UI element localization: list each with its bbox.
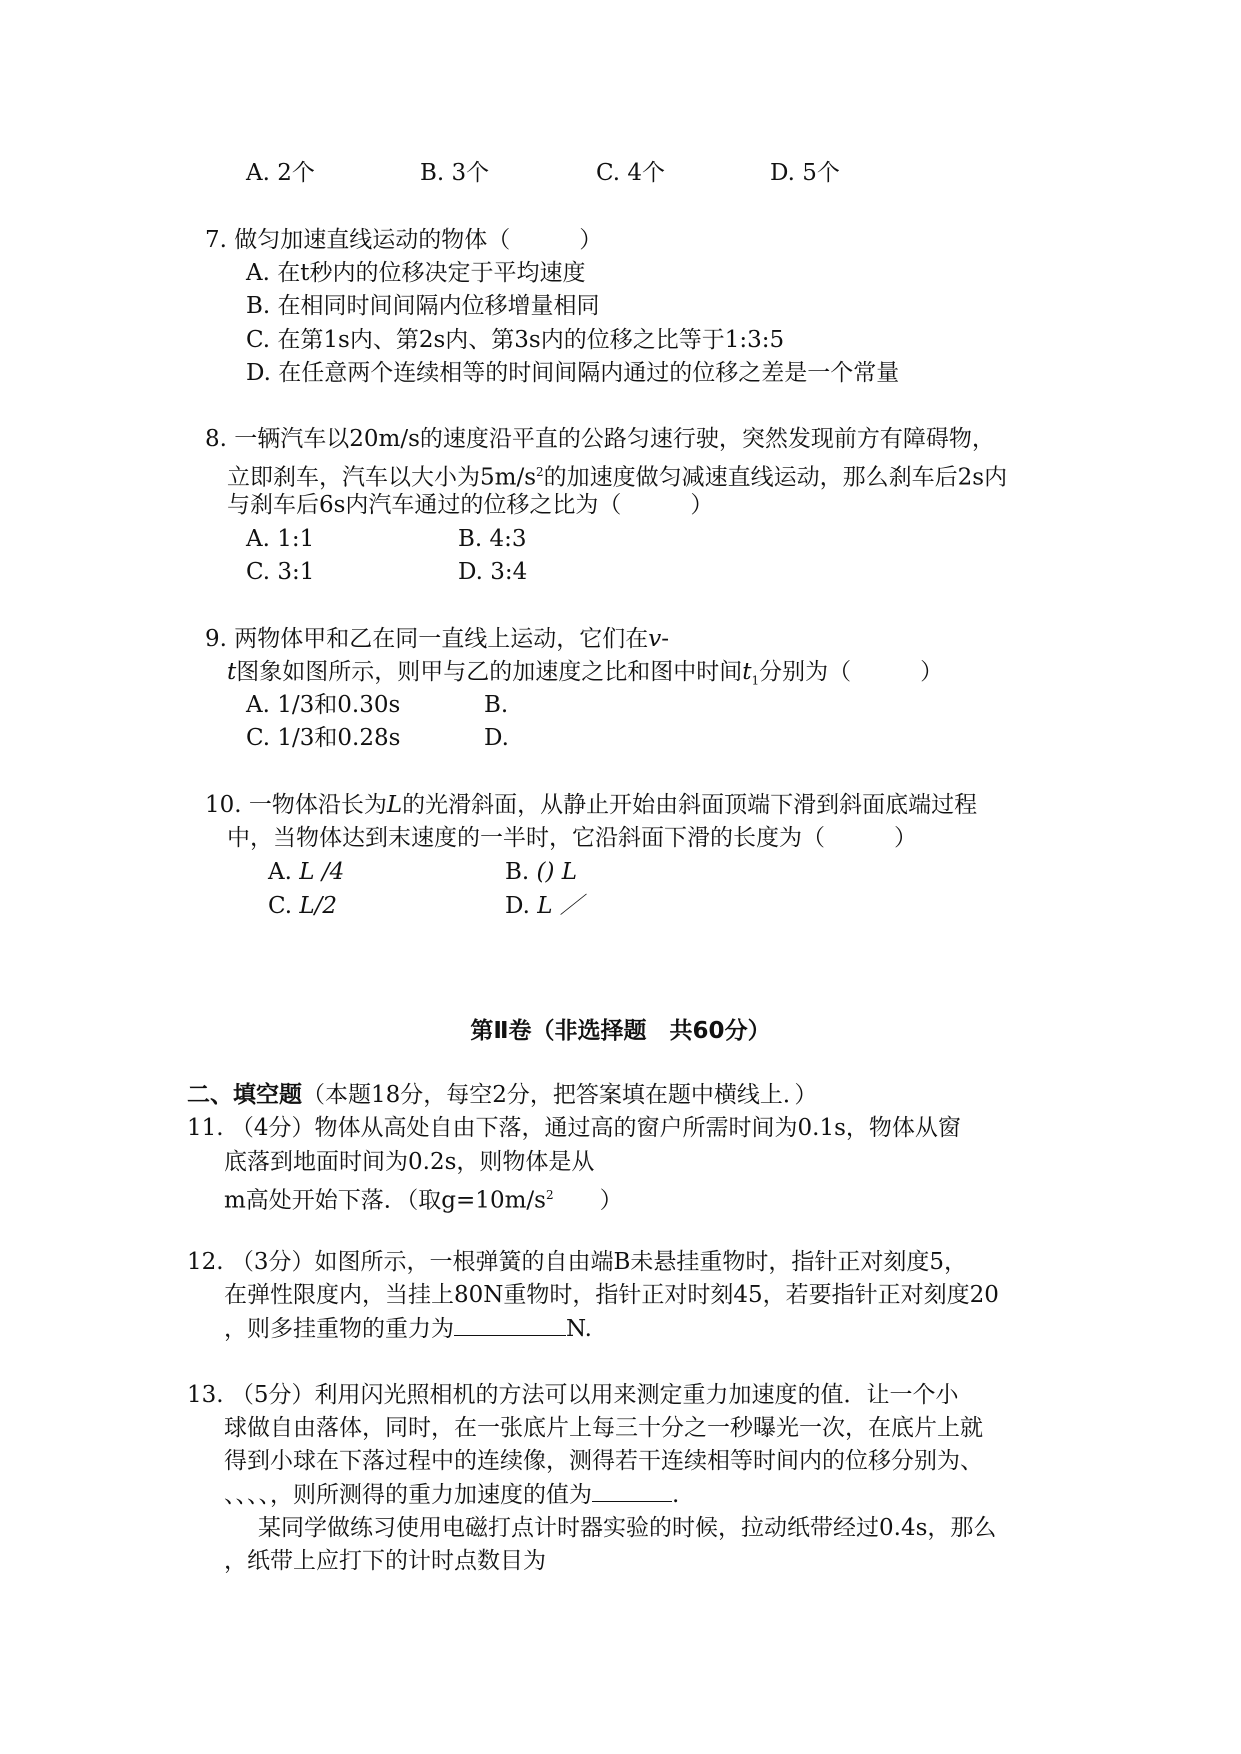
q13-line-1: 13. （5分）利用闪光照相机的方法可以用来测定重力加速度的值．让一个小 — [187, 1382, 959, 1408]
q6-option-a: A. 2个 — [246, 160, 315, 186]
q6-option-d: D. 5个 — [770, 160, 840, 186]
q10-option-c: C. L/2 — [268, 893, 338, 919]
q9-option-d: D. — [484, 725, 509, 751]
q9-line-1: 9. 两物体甲和乙在同一直线上运动，它们在v- — [205, 626, 670, 652]
q11-line-3: m高处开始下落．（取$g=10m/s^2$ ） — [224, 1187, 623, 1214]
q10-line-2: 中，当物体达到末速度的一半时，它沿斜面下滑的长度为（ ） — [227, 825, 917, 851]
q7-option-b: B. 在相同时间间隔内位移增量相同 — [246, 293, 600, 319]
q10-option-d: D. L ／ — [505, 893, 583, 919]
q10-line-1: 10. 一物体沿长为L的光滑斜面，从静止开始由斜面顶端下滑到斜面底端过程 — [205, 792, 978, 818]
q9-option-b: B. — [484, 692, 509, 718]
fill-in-heading: 二、填空题（本题18分，每空2分，把答案填在题中横线上．） — [187, 1082, 818, 1108]
part-2-title: 第Ⅱ卷（非选择题 共60分） — [470, 1018, 771, 1044]
q9-option-c: C. 1/3和0.28s — [246, 725, 401, 751]
q12-line-2: 在弹性限度内，当挂上80N重物时，指针正对时刻45，若要指针正对刻度20 — [224, 1282, 999, 1308]
q8-option-a: A. 1:1 — [246, 526, 315, 552]
q8-line-2: 立即刹车，汽车以大小为$5m/s^2$的加速度做匀减速直线运动，那么刹车后2s内 — [227, 464, 1008, 491]
q14-line-1: 某同学做练习使用电磁打点计时器实验的时候，拉动纸带经过0.4s，那么 — [258, 1515, 997, 1541]
q12-line-1: 12. （3分）如图所示，一根弹簧的自由端B未悬挂重物时，指针正对刻度5， — [187, 1249, 968, 1275]
q8-option-d: D. 3:4 — [458, 559, 528, 585]
answer-blank — [592, 1479, 672, 1502]
q6-option-c: C. 4个 — [596, 160, 666, 186]
q13-line-2: 球做自由落体，同时，在一张底片上每三十分之一秒曝光一次，在底片上就 — [224, 1415, 983, 1441]
q7-option-a: A. 在t秒内的位移决定于平均速度 — [246, 260, 586, 286]
q7-option-d: D. 在任意两个连续相等的时间间隔内通过的位移之差是一个常量 — [246, 360, 900, 386]
q10-option-b: B. () L — [505, 859, 578, 885]
q13-line-3: 得到小球在下落过程中的连续像，测得若干连续相等时间内的位移分别为、 — [224, 1448, 983, 1474]
q9-option-a: A. 1/3和0.30s — [246, 692, 401, 718]
q12-line-3: ，则多挂重物的重力为 N. — [224, 1313, 592, 1344]
answer-blank — [454, 1313, 566, 1336]
q11-line-2: 底落到地面时间为0.2s，则物体是从 — [224, 1149, 595, 1175]
q7-option-c: C. 在第1s内、第2s内、第3s内的位移之比等于1:3:5 — [246, 327, 785, 353]
q8-option-b: B. 4:3 — [458, 526, 527, 552]
q13-line-4: 、、、、，则所测得的重力加速度的值为 . — [224, 1479, 679, 1510]
q8-option-c: C. 3:1 — [246, 559, 315, 585]
q14-line-2: ，纸带上应打下的计时点数目为 — [224, 1548, 546, 1574]
q8-line-3: 与刹车后6s内汽车通过的位移之比为（ ） — [227, 492, 714, 518]
q6-option-b: B. 3个 — [420, 160, 490, 186]
q7-stem: 7. 做匀加速直线运动的物体（ ） — [205, 227, 603, 253]
q10-option-a: A. L /4 — [268, 859, 345, 885]
q8-line-1: 8. 一辆汽车以20m/s的速度沿平直的公路匀速行驶，突然发现前方有障碍物， — [205, 426, 995, 452]
q11-line-1: 11. （4分）物体从高处自由下落，通过高的窗户所需时间为0.1s，物体从窗 — [187, 1115, 961, 1141]
q9-line-2: t图象如图所示，则甲与乙的加速度之比和图中时间$t_1$分别为（ ） — [227, 659, 944, 688]
